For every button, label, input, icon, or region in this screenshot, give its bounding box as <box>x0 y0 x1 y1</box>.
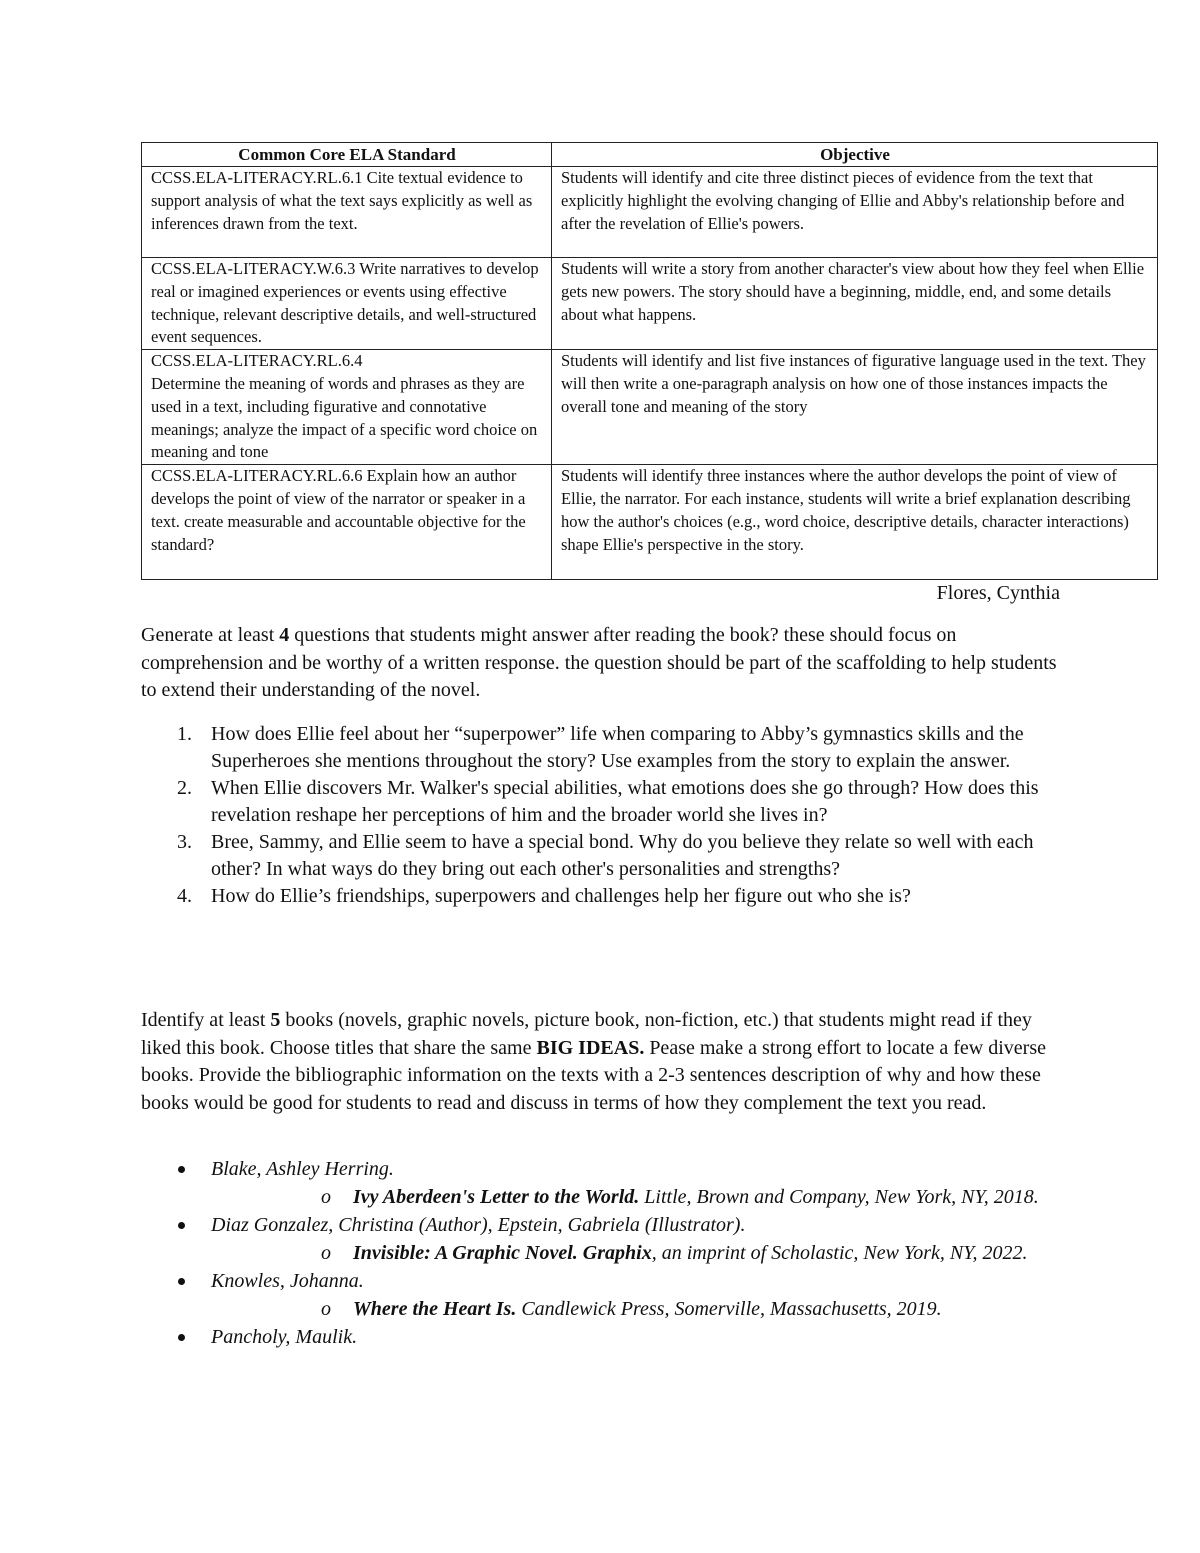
books-prompt <box>141 1007 1061 1117</box>
item-text: Bree, Sammy, and Ellie seem to have a special bond. Why do you believe they relate so well with each other? In what ways do they bring out each other's personalities and strengths? <box>211 831 1034 880</box>
prompt-text: Identify at least <box>141 1009 271 1031</box>
list-item <box>141 775 1061 829</box>
item-text: When Ellie discovers Mr. Walker's special abilities, what emotions does she go through? How does this revelation reshape her perceptions of him and the broader world she lives in? <box>211 777 1039 826</box>
objective-cell: Students will identify and cite three distinct pieces of evidence from the text that explicitly highlight the evolving changing of Ellie and Abby's relationship before and after the revelation of Ellie's powers. <box>552 167 1158 258</box>
prompt-text: books (novels, graphic novels, picture book, non-fiction, etc.) that students might read if they liked this book. Choose titles that share the same <box>141 1009 1032 1059</box>
list-item <box>141 883 1061 910</box>
book-item <box>141 1323 1061 1351</box>
book-details: Little, Brown and Company, New York, NY, 2018. <box>639 1186 1039 1208</box>
standard-cell <box>142 350 552 465</box>
prompt-number: 5 <box>270 1009 281 1031</box>
bullet-icon <box>178 1334 185 1341</box>
prompt-text: questions that students might answer after reading the book? these should focus on comprehension and be worthy of a written response. the question should be part of the scaffolding to help students to extend their understanding of the novel. <box>141 624 1057 701</box>
header-standard: Common Core ELA Standard <box>142 143 552 167</box>
item-text: How does Ellie feel about her “superpower” life when comparing to Abby’s gymnastics skills and the Superheroes she mentions throughout the story? Use examples from the story to explain the answer. <box>211 723 1024 772</box>
standard-cell: CCSS.ELA-LITERACY.W.6.3 Write narratives to develop real or imagined experiences or events using effective technique, relevant descriptive details, and well-structured event sequences. <box>142 258 552 350</box>
book-item <box>141 1211 1061 1267</box>
item-number: 3. <box>177 831 192 853</box>
objective-cell: Students will write a story from another character's view about how they feel when Ellie gets new powers. The story should have a beginning, middle, end, and some details about what happens. <box>552 258 1158 350</box>
book-title: Where the Heart Is. <box>353 1298 517 1320</box>
book-citation <box>211 1183 1061 1211</box>
objective-cell: Students will identify and list five instances of figurative language used in the text. They will then write a one-paragraph analysis on how one of those instances impacts the overall tone and meaning of the story <box>552 350 1158 465</box>
prompt-text: Generate at least <box>141 624 280 646</box>
book-citation <box>211 1295 1061 1323</box>
sub-bullet-icon: o <box>321 1242 331 1264</box>
big-ideas-emphasis: BIG IDEAS. <box>536 1036 645 1059</box>
book-item <box>141 1155 1061 1211</box>
book-author: Blake, Ashley Herring. <box>211 1158 394 1180</box>
objective-cell: Students will identify three instances where the author develops the point of view of Ellie, the narrator. For each instance, students will write a brief explanation describing how the author's choices (e.g., word choice, descriptive details, character interactions) shape Ellie's perspective in the story. <box>552 465 1158 580</box>
bullet-icon <box>178 1278 185 1285</box>
table-row <box>142 465 1158 580</box>
sub-bullet-icon: o <box>321 1186 331 1208</box>
book-citation <box>211 1239 1061 1267</box>
item-number: 2. <box>177 777 192 799</box>
prompt-text: Pease make a strong effort to locate a few diverse books. Provide the bibliographic information on the texts with a 2-3 sentences description of why and how these books would be good for students to read and discuss in terms of how they complement the text you read. <box>141 1036 1047 1114</box>
questions-prompt <box>141 622 1061 705</box>
item-number: 1. <box>177 723 192 745</box>
book-title: Invisible: A Graphic Novel. Graphix <box>353 1242 652 1264</box>
book-author: Pancholy, Maulik. <box>211 1326 358 1348</box>
book-author: Knowles, Johanna. <box>211 1270 364 1292</box>
book-author: Diaz Gonzalez, Christina (Author), Epstein, Gabriela (Illustrator). <box>211 1214 746 1236</box>
item-number: 4. <box>177 885 192 907</box>
book-details: , an imprint of Scholastic, New York, NY, 2022. <box>651 1242 1028 1264</box>
author-name: Flores, Cynthia <box>936 582 1060 604</box>
list-item <box>141 721 1061 775</box>
table-row <box>142 167 1158 258</box>
book-title: Ivy Aberdeen's Letter to the World. <box>353 1186 640 1208</box>
books-list <box>141 1155 1061 1351</box>
standard-text: Determine the meaning of words and phrases as they are used in a text, including figurative and connotative meanings; analyze the impact of a specific word choice on meaning and tone <box>151 373 538 462</box>
list-item <box>141 829 1061 883</box>
table-header-row <box>142 143 1158 167</box>
sub-bullet-icon: o <box>321 1298 331 1320</box>
table-row <box>142 258 1158 350</box>
book-details: Candlewick Press, Somerville, Massachusetts, 2019. <box>516 1298 942 1320</box>
header-objective: Objective <box>552 143 1158 167</box>
book-item <box>141 1267 1061 1323</box>
bullet-icon <box>178 1222 185 1229</box>
questions-list <box>141 721 1061 910</box>
standard-code: CCSS.ELA-LITERACY.RL.6.4 <box>151 351 363 371</box>
standard-cell: CCSS.ELA-LITERACY.RL.6.6 Explain how an author develops the point of view of the narrator or speaker in a text. create measurable and accountable objective for the standard? <box>142 465 552 580</box>
standards-table <box>141 142 1158 580</box>
prompt-number: 4 <box>279 624 290 646</box>
bullet-icon <box>178 1166 185 1173</box>
standard-cell: CCSS.ELA-LITERACY.RL.6.1 Cite textual evidence to support analysis of what the text says explicitly as well as inferences drawn from the text. <box>142 167 552 258</box>
table-row <box>142 350 1158 465</box>
item-text: How do Ellie’s friendships, superpowers and challenges help her figure out who she is? <box>211 885 911 907</box>
